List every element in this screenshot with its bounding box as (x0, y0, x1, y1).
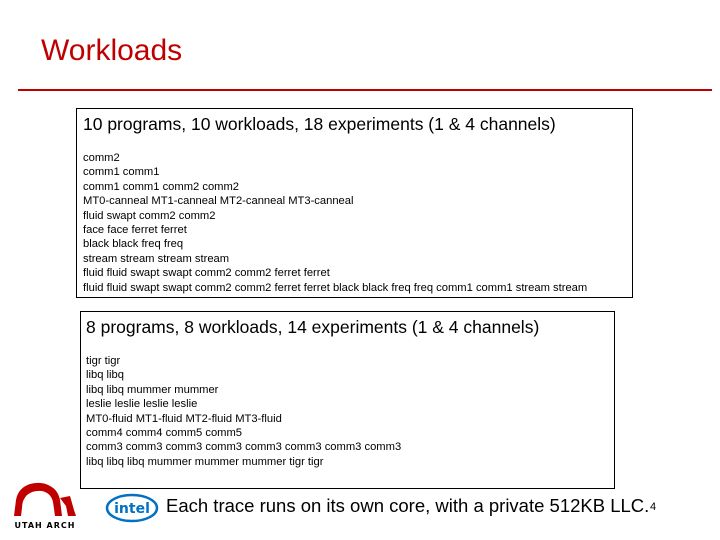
workload-line: libq libq (86, 369, 124, 382)
arch-icon (14, 483, 76, 516)
workload-line: stream stream stream stream (83, 252, 230, 265)
intel-logo (104, 490, 160, 526)
utah-arch-wordmark: UTAH ARCH (14, 521, 76, 530)
workload-line: black black freq freq (83, 238, 184, 251)
workload-line: face face ferret ferret (83, 224, 187, 237)
workload-line: tigr tigr (86, 355, 121, 367)
box-heading: 8 programs, 8 workloads, 14 experiments (1 & 4 channels) (86, 317, 540, 337)
workload-line: fluid swapt comm2 comm2 (83, 209, 216, 222)
workload-line: comm3 comm3 comm3 comm3 comm3 comm3 comm3 comm3 (86, 441, 402, 454)
workload-line: comm1 comm1 comm2 comm2 (83, 180, 240, 193)
workload-box-10-programs (76, 108, 633, 298)
workload-list (86, 354, 401, 469)
workload-line: comm2 (83, 152, 120, 164)
workload-line: MT0-canneal MT1-canneal MT2-canneal MT3-canneal (83, 195, 354, 208)
footer-note: Each trace runs on its own core, with a private 512KB LLC. (166, 495, 650, 516)
box-heading: 10 programs, 10 workloads, 18 experiments (1 & 4 channels) (83, 114, 556, 134)
utah-arch-logo (4, 480, 86, 532)
workload-line: fluid fluid swapt swapt comm2 comm2 ferret ferret black black freq freq comm1 comm1 stream stream (83, 281, 588, 294)
workload-line: leslie leslie leslie leslie (86, 398, 198, 411)
workload-line: comm1 comm1 (83, 166, 160, 179)
intel-wordmark: intel (114, 501, 150, 517)
workload-line: libq libq libq mummer mummer mummer tigr tigr (86, 455, 324, 468)
slide-title: Workloads (41, 34, 183, 67)
workload-line: libq libq mummer mummer (86, 383, 219, 396)
workload-line: MT0-fluid MT1-fluid MT2-fluid MT3-fluid (86, 412, 282, 425)
workload-line: comm4 comm4 comm5 comm5 (86, 427, 243, 440)
workload-line: fluid fluid swapt swapt comm2 comm2 ferret ferret (83, 267, 330, 280)
workload-list (83, 151, 587, 295)
title-divider (18, 89, 712, 91)
workload-box-8-programs (80, 311, 615, 489)
page-number: 4 (650, 501, 657, 513)
